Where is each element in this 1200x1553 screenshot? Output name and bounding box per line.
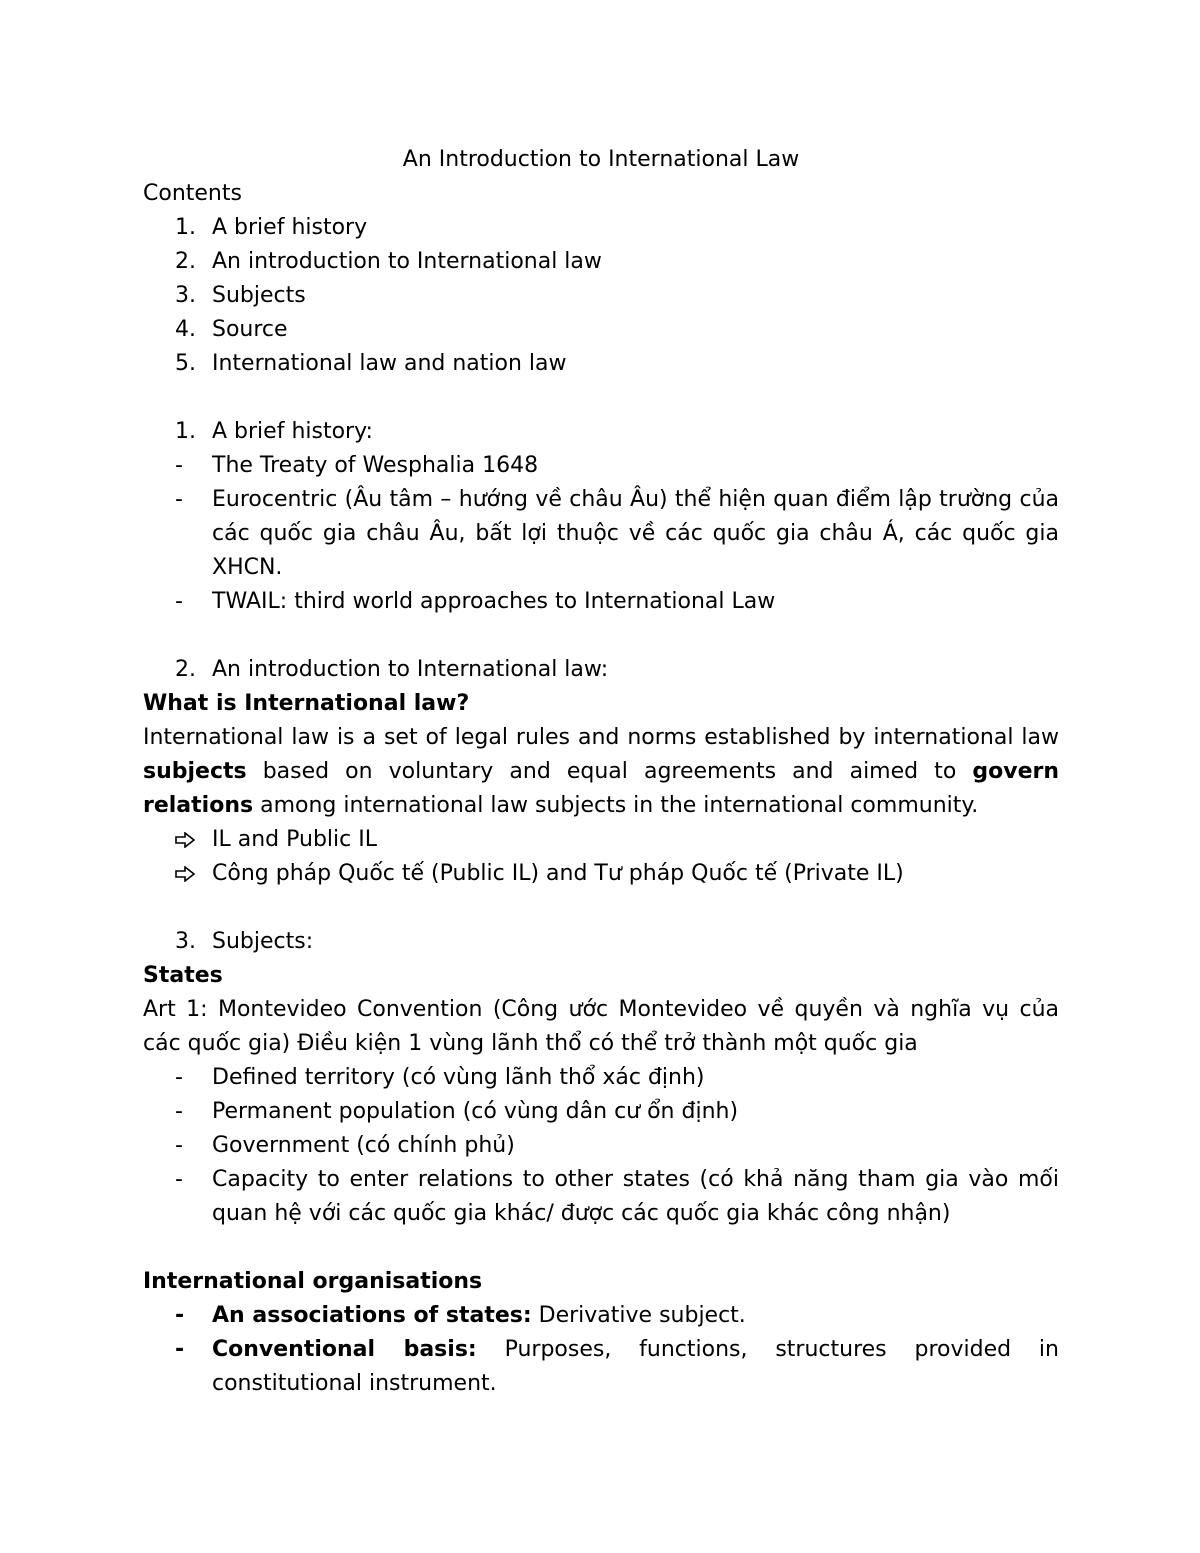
arrow-right-icon — [175, 832, 195, 848]
bullet-item — [143, 449, 1059, 483]
dash-bullet: - — [175, 453, 183, 478]
contents-item-label: An introduction to International law — [212, 249, 602, 274]
question-heading — [143, 687, 1059, 721]
io-heading-text: International organisations — [143, 1269, 483, 1294]
definition-text: International law is a set of legal rules and norms established by international law — [143, 725, 1059, 750]
contents-heading: Contents — [143, 181, 242, 206]
list-number: 1. — [175, 419, 196, 444]
states-heading-text: States — [143, 963, 223, 988]
definition-bold: subjects — [143, 759, 247, 784]
list-number: 5. — [175, 351, 196, 376]
bullet-text: Purposes, functions, structures provided in constitutional instrument. — [212, 1337, 1059, 1396]
list-number: 4. — [175, 317, 196, 342]
spacer — [143, 381, 1059, 415]
spacer — [143, 619, 1059, 653]
contents-item — [143, 245, 1059, 279]
bullet-item — [143, 483, 1059, 585]
contents-item — [143, 211, 1059, 245]
arrow-item — [143, 823, 1059, 857]
arrow-right-icon — [175, 866, 195, 882]
contents-item — [143, 313, 1059, 347]
contents-item-label: Subjects — [212, 283, 306, 308]
list-number: 1. — [175, 215, 196, 240]
article-paragraph: Art 1: Montevideo Convention (Công ước Montevideo về quyền và nghĩa vụ của các quốc gia) Điều kiện 1 vùng lãnh thổ có thể trở thành một quốc gia — [143, 997, 1059, 1056]
bullet-item — [143, 1299, 1059, 1333]
spacer — [143, 1231, 1059, 1265]
document-title: An Introduction to International Law — [402, 147, 800, 172]
definition-paragraph — [143, 721, 1059, 823]
section-heading — [143, 415, 1059, 449]
definition-bold: govern relations — [143, 759, 1059, 818]
bullet-bold-text: An associations of states: — [212, 1303, 532, 1328]
arrow-item-text: Công pháp Quốc tế (Public IL) and Tư pháp Quốc tế (Private IL) — [212, 861, 904, 886]
dash-bullet: - — [175, 589, 183, 614]
dash-bullet: - — [175, 1133, 183, 1158]
list-number: 2. — [175, 657, 196, 682]
section-heading — [143, 653, 1059, 687]
bullet-item — [143, 1129, 1059, 1163]
arrow-item — [143, 857, 1059, 891]
bullet-bold-text: Conventional basis: — [212, 1337, 477, 1362]
definition-text: based on voluntary and equal agreements and aimed to — [246, 759, 973, 784]
contents-item-label: A brief history — [212, 215, 368, 240]
bullet-text: Permanent population (có vùng dân cư ổn định) — [212, 1099, 739, 1124]
dash-bullet: - — [175, 1065, 183, 1090]
definition-text: among international law subjects in the international community. — [253, 793, 979, 818]
dash-bullet: - — [175, 1303, 185, 1328]
contents-item-label: International law and nation law — [212, 351, 567, 376]
states-heading — [143, 959, 1059, 993]
dash-bullet: - — [175, 1337, 185, 1362]
list-number: 3. — [175, 929, 196, 954]
section-heading — [143, 925, 1059, 959]
dash-bullet: - — [175, 1099, 183, 1124]
bullet-text: Government (có chính phủ) — [212, 1133, 515, 1158]
question-text: What is International law? — [143, 691, 470, 716]
arrow-item-text: IL and Public IL — [212, 827, 377, 852]
section-heading-label: Subjects: — [212, 929, 314, 954]
bullet-text: Derivative subject. — [531, 1303, 746, 1328]
bullet-item — [143, 1163, 1059, 1231]
bullet-item — [143, 585, 1059, 619]
contents-item — [143, 279, 1059, 313]
bullet-text: TWAIL: third world approaches to International Law — [212, 589, 776, 614]
spacer — [143, 891, 1059, 925]
dash-bullet: - — [175, 487, 183, 512]
list-number: 2. — [175, 249, 196, 274]
contents-item — [143, 347, 1059, 381]
bullet-text: Capacity to enter relations to other states (có khả năng tham gia vào mối quan hệ với các quốc gia khác/ được các quốc gia khác công nhận) — [212, 1167, 1059, 1226]
section-heading-label: An introduction to International law: — [212, 657, 609, 682]
bullet-text: The Treaty of Wesphalia 1648 — [212, 453, 539, 478]
io-heading — [143, 1265, 1059, 1299]
bullet-text: Defined territory (có vùng lãnh thổ xác định) — [212, 1065, 705, 1090]
bullet-item — [143, 1061, 1059, 1095]
list-number: 3. — [175, 283, 196, 308]
bullet-item — [143, 1333, 1059, 1401]
section-heading-label: A brief history: — [212, 419, 373, 444]
bullet-text: Eurocentric (Âu tâm – hướng về châu Âu) thể hiện quan điểm lập trường của các quốc gia châu Âu, bất lợi thuộc về các quốc gia châu Á, các quốc gia XHCN. — [212, 487, 1059, 580]
dash-bullet: - — [175, 1167, 183, 1192]
document-page — [143, 143, 1059, 1401]
bullet-item — [143, 1095, 1059, 1129]
contents-item-label: Source — [212, 317, 288, 342]
